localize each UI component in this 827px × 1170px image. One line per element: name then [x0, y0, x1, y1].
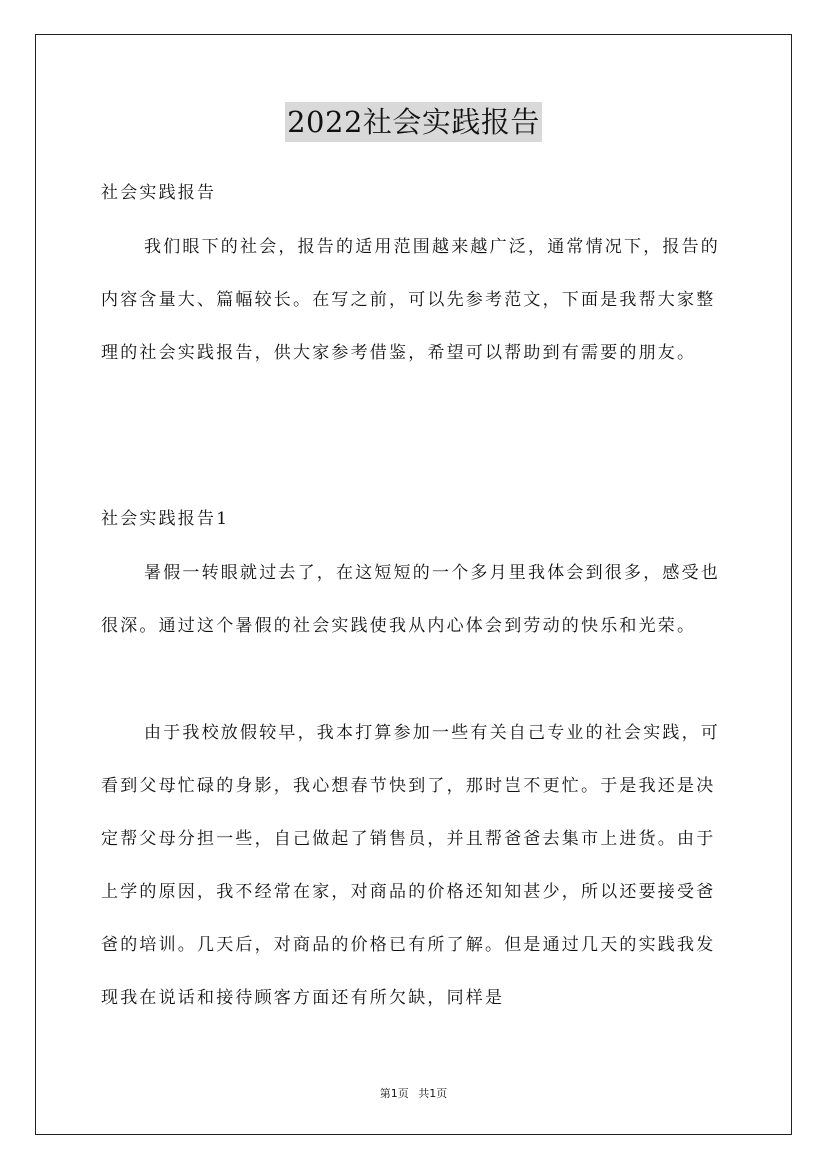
- section-heading: 社会实践报告: [101, 183, 217, 203]
- intro-paragraph: 我们眼下的社会，报告的适用范围越来越广泛，通常情况下，报告的内容含量大、篇幅较长。在写之前，可以先参考范文，下面是我帮大家整理的社会实践报告，供大家参考借鉴，希望可以帮助到有需要的朋友。: [101, 237, 720, 363]
- document-title: 2022社会实践报告: [285, 102, 542, 142]
- document-title-container: [0, 102, 827, 142]
- section-heading-1: 社会实践报告1: [101, 509, 230, 529]
- body-paragraph-2: 由于我校放假较早，我本打算参加一些有关自己专业的社会实践，可看到父母忙碌的身影，我心想春节快到了，那时岂不更忙。于是我还是决定帮父母分担一些，自己做起了销售员，并且帮爸爸去集市上进货。由于上学的原因，我不经常在家，对商品的价格还知知甚少，所以还要接受爸爸的培训。几天后，对商品的价格已有所了解。但是通过几天的实践我发现我在说话和接待顾客方面还有所欠缺，同样是: [101, 723, 720, 1008]
- body-paragraph-1: 暑假一转眼就过去了，在这短短的一个多月里我体会到很多，感受也很深。通过这个暑假的社会实践使我从内心体会到劳动的快乐和光荣。: [101, 563, 720, 636]
- page-footer: 第1页 共1页: [379, 1087, 448, 1100]
